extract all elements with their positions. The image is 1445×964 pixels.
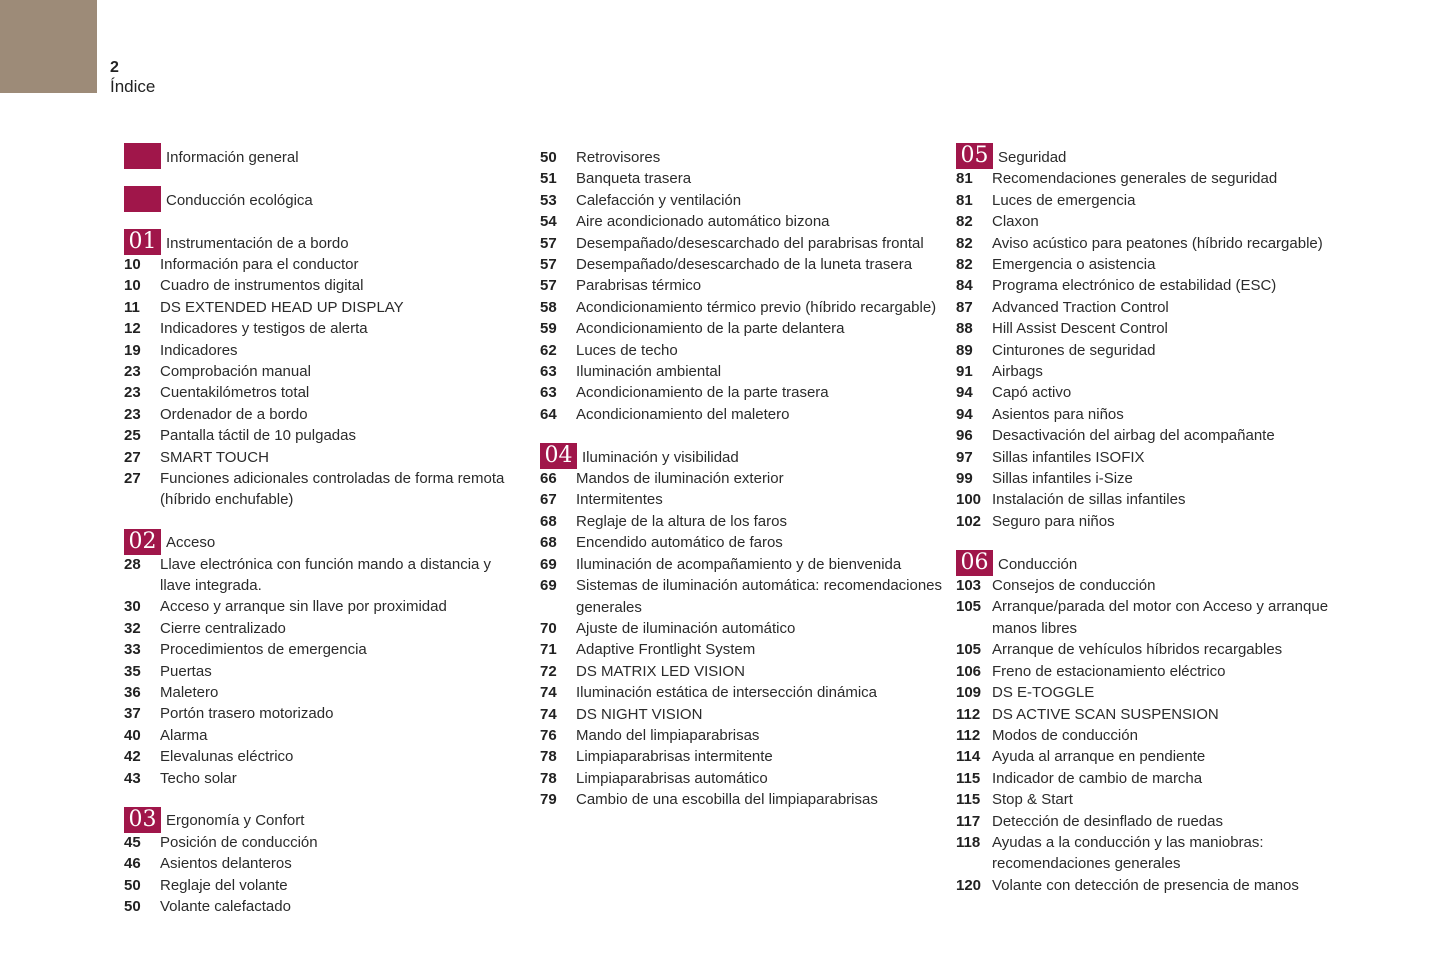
entry-page-number: 28: [124, 555, 141, 573]
entry-title: Indicadores y testigos de alerta: [160, 320, 368, 338]
toc-entry[interactable]: [956, 468, 1336, 489]
section-header[interactable]: [124, 228, 524, 254]
toc-entry[interactable]: [956, 168, 1336, 189]
entry-page-number: 40: [124, 726, 141, 744]
toc-entry[interactable]: [540, 404, 945, 425]
entry-title: Modos de conducción: [992, 726, 1138, 744]
toc-entry[interactable]: [956, 768, 1336, 789]
entry-page-number: 23: [124, 384, 141, 402]
entry-title: Luces de techo: [576, 341, 678, 359]
entry-title: Maletero: [160, 684, 219, 702]
entry-page-number: 19: [124, 341, 141, 359]
toc-entry[interactable]: [124, 382, 524, 403]
entry-page-number: 72: [540, 662, 557, 680]
entry-page-number: 89: [956, 341, 973, 359]
toc-entry[interactable]: [124, 875, 524, 896]
entry-title: Acondicionamiento de la parte delantera: [576, 320, 845, 338]
chapter-number-badge: 03: [124, 807, 161, 833]
entry-page-number: 37: [124, 705, 141, 723]
toc-entry[interactable]: [956, 361, 1336, 382]
toc-entry[interactable]: [956, 447, 1336, 468]
entry-page-number: 82: [956, 234, 973, 252]
toc-entry[interactable]: [540, 511, 945, 532]
entry-page-number: 58: [540, 298, 557, 316]
entry-page-number: 115: [956, 769, 981, 787]
section-title: Seguridad: [998, 148, 1067, 166]
entry-title: Funciones adicionales controladas de forma remota (híbrido enchufable): [160, 470, 505, 509]
entry-page-number: 103: [956, 577, 982, 595]
entry-page-number: 50: [540, 149, 557, 166]
entry-title: Ayudas a la conducción y las maniobras: recomendaciones generales: [992, 833, 1264, 873]
entry-title: Posición de conducción: [160, 833, 318, 851]
toc-entry[interactable]: [540, 382, 945, 403]
entry-title: Cuentakilómetros total: [160, 384, 310, 402]
toc-entry[interactable]: [956, 318, 1336, 339]
entry-title: Luces de emergencia: [992, 191, 1136, 209]
entry-page-number: 76: [540, 726, 557, 744]
entry-title: Recomendaciones generales de seguridad: [992, 170, 1278, 188]
toc-entry[interactable]: [540, 489, 945, 510]
corner-color-block: [0, 0, 97, 93]
entry-page-number: 96: [956, 427, 973, 445]
entry-page-number: 59: [540, 320, 557, 338]
entry-title: Ordenador de a bordo: [160, 405, 308, 423]
entry-page-number: 35: [124, 662, 141, 680]
toc-entry[interactable]: [540, 297, 945, 318]
section-header[interactable]: [124, 528, 524, 554]
entry-page-number: 74: [540, 705, 557, 723]
toc-entry[interactable]: [124, 853, 524, 874]
toc-entry[interactable]: [956, 789, 1336, 810]
entry-title: Sistemas de iluminación automática: recomendaciones generales: [576, 577, 943, 616]
toc-entry[interactable]: [540, 746, 945, 767]
section-title: Instrumentación de a bordo: [166, 234, 349, 252]
chapter-number-badge: 02: [124, 529, 161, 555]
entry-title: Detección de desinflado de ruedas: [992, 812, 1223, 830]
entry-page-number: 67: [540, 491, 557, 509]
toc-entry[interactable]: [124, 468, 524, 511]
entry-title: Elevalunas eléctrico: [160, 748, 294, 766]
entry-page-number: 118: [956, 833, 981, 851]
entry-title: Calefacción y ventilación: [576, 191, 742, 209]
entry-title: Mando del limpiaparabrisas: [576, 726, 760, 744]
entry-page-number: 94: [956, 384, 973, 402]
entry-page-number: 74: [540, 684, 557, 702]
entry-title: Reglaje del volante: [160, 876, 288, 894]
entry-page-number: 43: [124, 769, 141, 787]
entry-title: Puertas: [160, 662, 212, 680]
entry-title: SMART TOUCH: [160, 448, 269, 466]
toc-entry[interactable]: [956, 639, 1336, 660]
toc-entry[interactable]: [956, 596, 1336, 639]
toc-entry[interactable]: [540, 340, 945, 361]
entry-page-number: 50: [124, 898, 141, 916]
toc-entry[interactable]: [124, 554, 524, 597]
toc-entry[interactable]: [124, 425, 524, 446]
entry-title: Acondicionamiento térmico previo (híbrido recargable): [576, 298, 937, 316]
toc-entry[interactable]: [124, 361, 524, 382]
entry-page-number: 78: [540, 769, 557, 787]
entry-page-number: 70: [540, 619, 557, 637]
toc-entry[interactable]: [124, 896, 524, 917]
toc-entry[interactable]: [956, 575, 1336, 596]
entry-page-number: 53: [540, 191, 557, 209]
entry-title: Retrovisores: [576, 149, 661, 166]
toc-entry[interactable]: [956, 254, 1336, 275]
entry-title: Limpiaparabrisas intermitente: [576, 748, 773, 766]
toc-entry[interactable]: [956, 340, 1336, 361]
section-title: Conducción: [998, 555, 1078, 573]
toc-entry[interactable]: [956, 275, 1336, 296]
entry-page-number: 66: [540, 470, 557, 488]
entry-page-number: 100: [956, 491, 982, 509]
entry-page-number: 63: [540, 384, 557, 402]
entry-title: Advanced Traction Control: [992, 298, 1169, 316]
page-title: Índice: [110, 77, 156, 96]
entry-page-number: 114: [956, 748, 981, 766]
entry-title: Cierre centralizado: [160, 619, 286, 637]
entry-page-number: 68: [540, 534, 557, 552]
entry-page-number: 99: [956, 470, 973, 488]
entry-title: Acondicionamiento de la parte trasera: [576, 384, 829, 402]
entry-title: Portón trasero motorizado: [160, 705, 334, 723]
toc-column-3: [956, 143, 1336, 896]
toc-entry[interactable]: [540, 168, 945, 189]
entry-title: Aire acondicionado automático bizona: [576, 213, 830, 231]
entry-title: Mandos de iluminación exterior: [576, 470, 784, 488]
toc-entry[interactable]: [124, 725, 524, 746]
toc-entry[interactable]: [956, 746, 1336, 767]
entry-title: Desactivación del airbag del acompañante: [992, 427, 1275, 445]
toc-entry[interactable]: [124, 618, 524, 639]
entry-page-number: 45: [124, 833, 141, 851]
entry-page-number: 46: [124, 855, 141, 873]
entry-page-number: 84: [956, 277, 973, 295]
toc-entry[interactable]: [124, 596, 524, 617]
entry-page-number: 69: [540, 577, 557, 595]
entry-page-number: 97: [956, 448, 973, 466]
entry-title: Desempañado/desescarchado de la luneta trasera: [576, 256, 913, 274]
entry-page-number: 115: [956, 791, 981, 809]
toc-entry[interactable]: [540, 682, 945, 703]
toc-entry[interactable]: [124, 746, 524, 767]
entry-title: Sillas infantiles i-Size: [992, 470, 1133, 488]
section-header[interactable]: [124, 147, 524, 168]
section-title: Conducción ecológica: [166, 191, 313, 209]
toc-entry[interactable]: [956, 425, 1336, 446]
entry-title: Aviso acústico para peatones (híbrido recargable): [992, 234, 1323, 252]
entry-title: Sillas infantiles ISOFIX: [992, 448, 1145, 466]
toc-entry[interactable]: [540, 639, 945, 660]
entry-page-number: 27: [124, 470, 141, 488]
toc-entry[interactable]: [956, 875, 1336, 896]
entry-title: Freno de estacionamiento eléctrico: [992, 662, 1226, 680]
section-header[interactable]: [124, 806, 524, 832]
entry-page-number: 42: [124, 748, 141, 766]
chapter-number-badge: 01: [124, 229, 161, 255]
entry-title: Llave electrónica con función mando a distancia y llave integrada.: [160, 555, 492, 595]
entry-page-number: 117: [956, 812, 981, 830]
toc-entry[interactable]: [956, 661, 1336, 682]
entry-page-number: 50: [124, 876, 141, 894]
toc-entry[interactable]: [124, 340, 524, 361]
entry-title: Iluminación ambiental: [576, 363, 722, 381]
toc-entry[interactable]: [540, 575, 945, 618]
entry-page-number: 102: [956, 512, 982, 530]
toc-entry[interactable]: [956, 832, 1336, 875]
entry-page-number: 33: [124, 641, 141, 659]
entry-title: DS MATRIX LED VISION: [576, 662, 745, 680]
toc-entry[interactable]: [124, 318, 524, 339]
entry-title: Procedimientos de emergencia: [160, 641, 367, 659]
toc-entry[interactable]: [956, 404, 1336, 425]
entry-title: Consejos de conducción: [992, 577, 1156, 595]
entry-page-number: 11: [124, 298, 140, 316]
entry-title: Intermitentes: [576, 491, 663, 509]
entry-title: Iluminación estática de intersección dinámica: [576, 684, 877, 702]
entry-page-number: 68: [540, 512, 557, 530]
entry-title: Volante calefactado: [160, 898, 291, 916]
entry-title: Desempañado/desescarchado del parabrisas frontal: [576, 234, 924, 252]
entry-title: Cinturones de seguridad: [992, 341, 1156, 359]
entry-page-number: 109: [956, 684, 982, 702]
entry-page-number: 57: [540, 234, 557, 252]
toc-entry[interactable]: [124, 404, 524, 425]
toc-entry[interactable]: [124, 297, 524, 318]
entry-page-number: 112: [956, 705, 981, 723]
page-number: 2: [110, 59, 119, 76]
toc-entry[interactable]: [540, 725, 945, 746]
entry-page-number: 51: [540, 170, 557, 188]
entry-page-number: 32: [124, 619, 141, 637]
entry-page-number: 82: [956, 256, 973, 274]
toc-entry[interactable]: [124, 682, 524, 703]
toc-entry[interactable]: [540, 618, 945, 639]
entry-title: Stop & Start: [992, 791, 1073, 809]
entry-title: Indicadores: [160, 341, 238, 359]
entry-title: Limpiaparabrisas automático: [576, 769, 768, 787]
toc-entry[interactable]: [956, 211, 1336, 232]
entry-page-number: 81: [956, 191, 973, 209]
entry-page-number: 79: [540, 791, 557, 809]
chapter-number-badge: 06: [956, 550, 993, 576]
toc-entry[interactable]: [540, 789, 945, 810]
toc-entry[interactable]: [540, 275, 945, 296]
entry-page-number: 23: [124, 362, 141, 380]
entry-title: Reglaje de la altura de los faros: [576, 512, 787, 530]
entry-title: Capó activo: [992, 384, 1072, 402]
toc-entry[interactable]: [124, 447, 524, 468]
chapter-number-badge: [124, 186, 161, 212]
entry-title: Acondicionamiento del maletero: [576, 405, 790, 423]
section-header[interactable]: [956, 143, 1336, 169]
entry-title: DS ACTIVE SCAN SUSPENSION: [992, 705, 1219, 723]
toc-entry[interactable]: [956, 704, 1336, 725]
entry-page-number: 106: [956, 662, 982, 680]
entry-title: Claxon: [992, 213, 1039, 231]
toc-entry[interactable]: [956, 297, 1336, 318]
toc-entry[interactable]: [540, 318, 945, 339]
entry-title: Adaptive Frontlight System: [576, 641, 756, 659]
entry-title: Parabrisas térmico: [576, 277, 702, 295]
entry-page-number: 27: [124, 448, 141, 466]
toc-entry[interactable]: [956, 233, 1336, 254]
chapter-number-badge: [124, 143, 161, 169]
toc-entry[interactable]: [540, 190, 945, 211]
toc-entry[interactable]: [956, 811, 1336, 832]
toc-entry[interactable]: [540, 468, 945, 489]
toc-entry[interactable]: [540, 554, 945, 575]
entry-title: Ayuda al arranque en pendiente: [992, 748, 1206, 766]
entry-title: Arranque de vehículos híbridos recargables: [992, 641, 1283, 659]
section-title: Acceso: [166, 534, 216, 552]
toc-entry[interactable]: [956, 725, 1336, 746]
entry-title: Airbags: [992, 363, 1043, 381]
entry-page-number: 63: [540, 363, 557, 381]
toc-entry[interactable]: [540, 661, 945, 682]
toc-entry[interactable]: [124, 254, 524, 275]
entry-title: Asientos para niños: [992, 405, 1124, 423]
entry-page-number: 71: [540, 641, 557, 659]
entry-title: Cambio de una escobilla del limpiaparabrisas: [576, 791, 878, 809]
entry-title: Seguro para niños: [992, 512, 1115, 530]
entry-page-number: 62: [540, 341, 557, 359]
toc-entry[interactable]: [540, 233, 945, 254]
entry-page-number: 94: [956, 405, 973, 423]
toc-entry[interactable]: [540, 254, 945, 275]
entry-page-number: 105: [956, 598, 982, 616]
chapter-number-badge: 05: [956, 143, 993, 169]
entry-page-number: 78: [540, 748, 557, 766]
toc-column-2: [540, 147, 945, 811]
toc-column-1: [124, 147, 524, 917]
entry-title: Indicador de cambio de marcha: [992, 769, 1203, 787]
entry-title: Comprobación manual: [160, 362, 311, 380]
entry-page-number: 23: [124, 405, 141, 423]
toc-entry[interactable]: [540, 147, 945, 168]
entry-title: DS E-TOGGLE: [992, 684, 1095, 702]
section-header[interactable]: [540, 443, 945, 469]
toc-entry[interactable]: [540, 361, 945, 382]
entry-page-number: 30: [124, 598, 141, 616]
toc-entry[interactable]: [124, 275, 524, 296]
entry-title: Alarma: [160, 726, 208, 744]
entry-title: Emergencia o asistencia: [992, 256, 1156, 274]
toc-entry[interactable]: [124, 832, 524, 853]
toc-entry[interactable]: [540, 532, 945, 553]
section-header[interactable]: [956, 550, 1336, 576]
entry-page-number: 25: [124, 427, 141, 445]
toc-entry[interactable]: [956, 511, 1336, 532]
entry-title: Información para el conductor: [160, 255, 359, 273]
toc-entry[interactable]: [124, 768, 524, 789]
toc-entry[interactable]: [540, 704, 945, 725]
entry-title: Ajuste de iluminación automático: [576, 619, 796, 637]
section-title: Iluminación y visibilidad: [582, 448, 739, 466]
toc-entry[interactable]: [124, 639, 524, 660]
entry-title: Banqueta trasera: [576, 170, 692, 188]
section-title: Información general: [166, 148, 299, 166]
entry-page-number: 57: [540, 256, 557, 274]
toc-entry[interactable]: [540, 211, 945, 232]
chapter-number-badge: 04: [540, 443, 577, 469]
entry-title: Pantalla táctil de 10 pulgadas: [160, 427, 356, 445]
entry-page-number: 120: [956, 876, 982, 894]
entry-title: Acceso y arranque sin llave por proximidad: [160, 598, 447, 616]
section-title: Ergonomía y Confort: [166, 812, 305, 830]
entry-page-number: 112: [956, 726, 981, 744]
toc-entry[interactable]: [956, 489, 1336, 510]
entry-page-number: 64: [540, 405, 557, 423]
entry-title: Techo solar: [160, 769, 237, 787]
entry-title: Programa electrónico de estabilidad (ESC): [992, 277, 1277, 295]
entry-page-number: 10: [124, 277, 141, 295]
entry-title: Instalación de sillas infantiles: [992, 491, 1186, 509]
entry-title: Asientos delanteros: [160, 855, 292, 873]
toc-entry[interactable]: [124, 661, 524, 682]
entry-page-number: 54: [540, 213, 557, 231]
entry-page-number: 57: [540, 277, 557, 295]
entry-title: DS NIGHT VISION: [576, 705, 703, 723]
entry-page-number: 105: [956, 641, 982, 659]
entry-title: Arranque/parada del motor con Acceso y arranque manos libres: [992, 598, 1329, 637]
entry-page-number: 82: [956, 213, 973, 231]
entry-title: Hill Assist Descent Control: [992, 320, 1168, 338]
entry-title: Volante con detección de presencia de manos: [992, 876, 1299, 894]
entry-title: Cuadro de instrumentos digital: [160, 277, 364, 295]
entry-page-number: 69: [540, 555, 557, 573]
entry-title: Iluminación de acompañamiento y de bienvenida: [576, 555, 902, 573]
entry-page-number: 87: [956, 298, 973, 316]
entry-page-number: 12: [124, 320, 141, 338]
entry-title: Encendido automático de faros: [576, 534, 783, 552]
toc-entry[interactable]: [956, 382, 1336, 403]
toc-entry[interactable]: [956, 190, 1336, 211]
section-header[interactable]: [124, 190, 524, 211]
entry-page-number: 91: [956, 363, 973, 381]
entry-page-number: 81: [956, 170, 973, 188]
entry-page-number: 10: [124, 255, 141, 273]
entry-page-number: 36: [124, 684, 141, 702]
toc-entry[interactable]: [956, 682, 1336, 703]
entry-page-number: 88: [956, 320, 973, 338]
entry-title: DS EXTENDED HEAD UP DISPLAY: [160, 298, 404, 316]
toc-entry[interactable]: [124, 703, 524, 724]
toc-entry[interactable]: [540, 768, 945, 789]
